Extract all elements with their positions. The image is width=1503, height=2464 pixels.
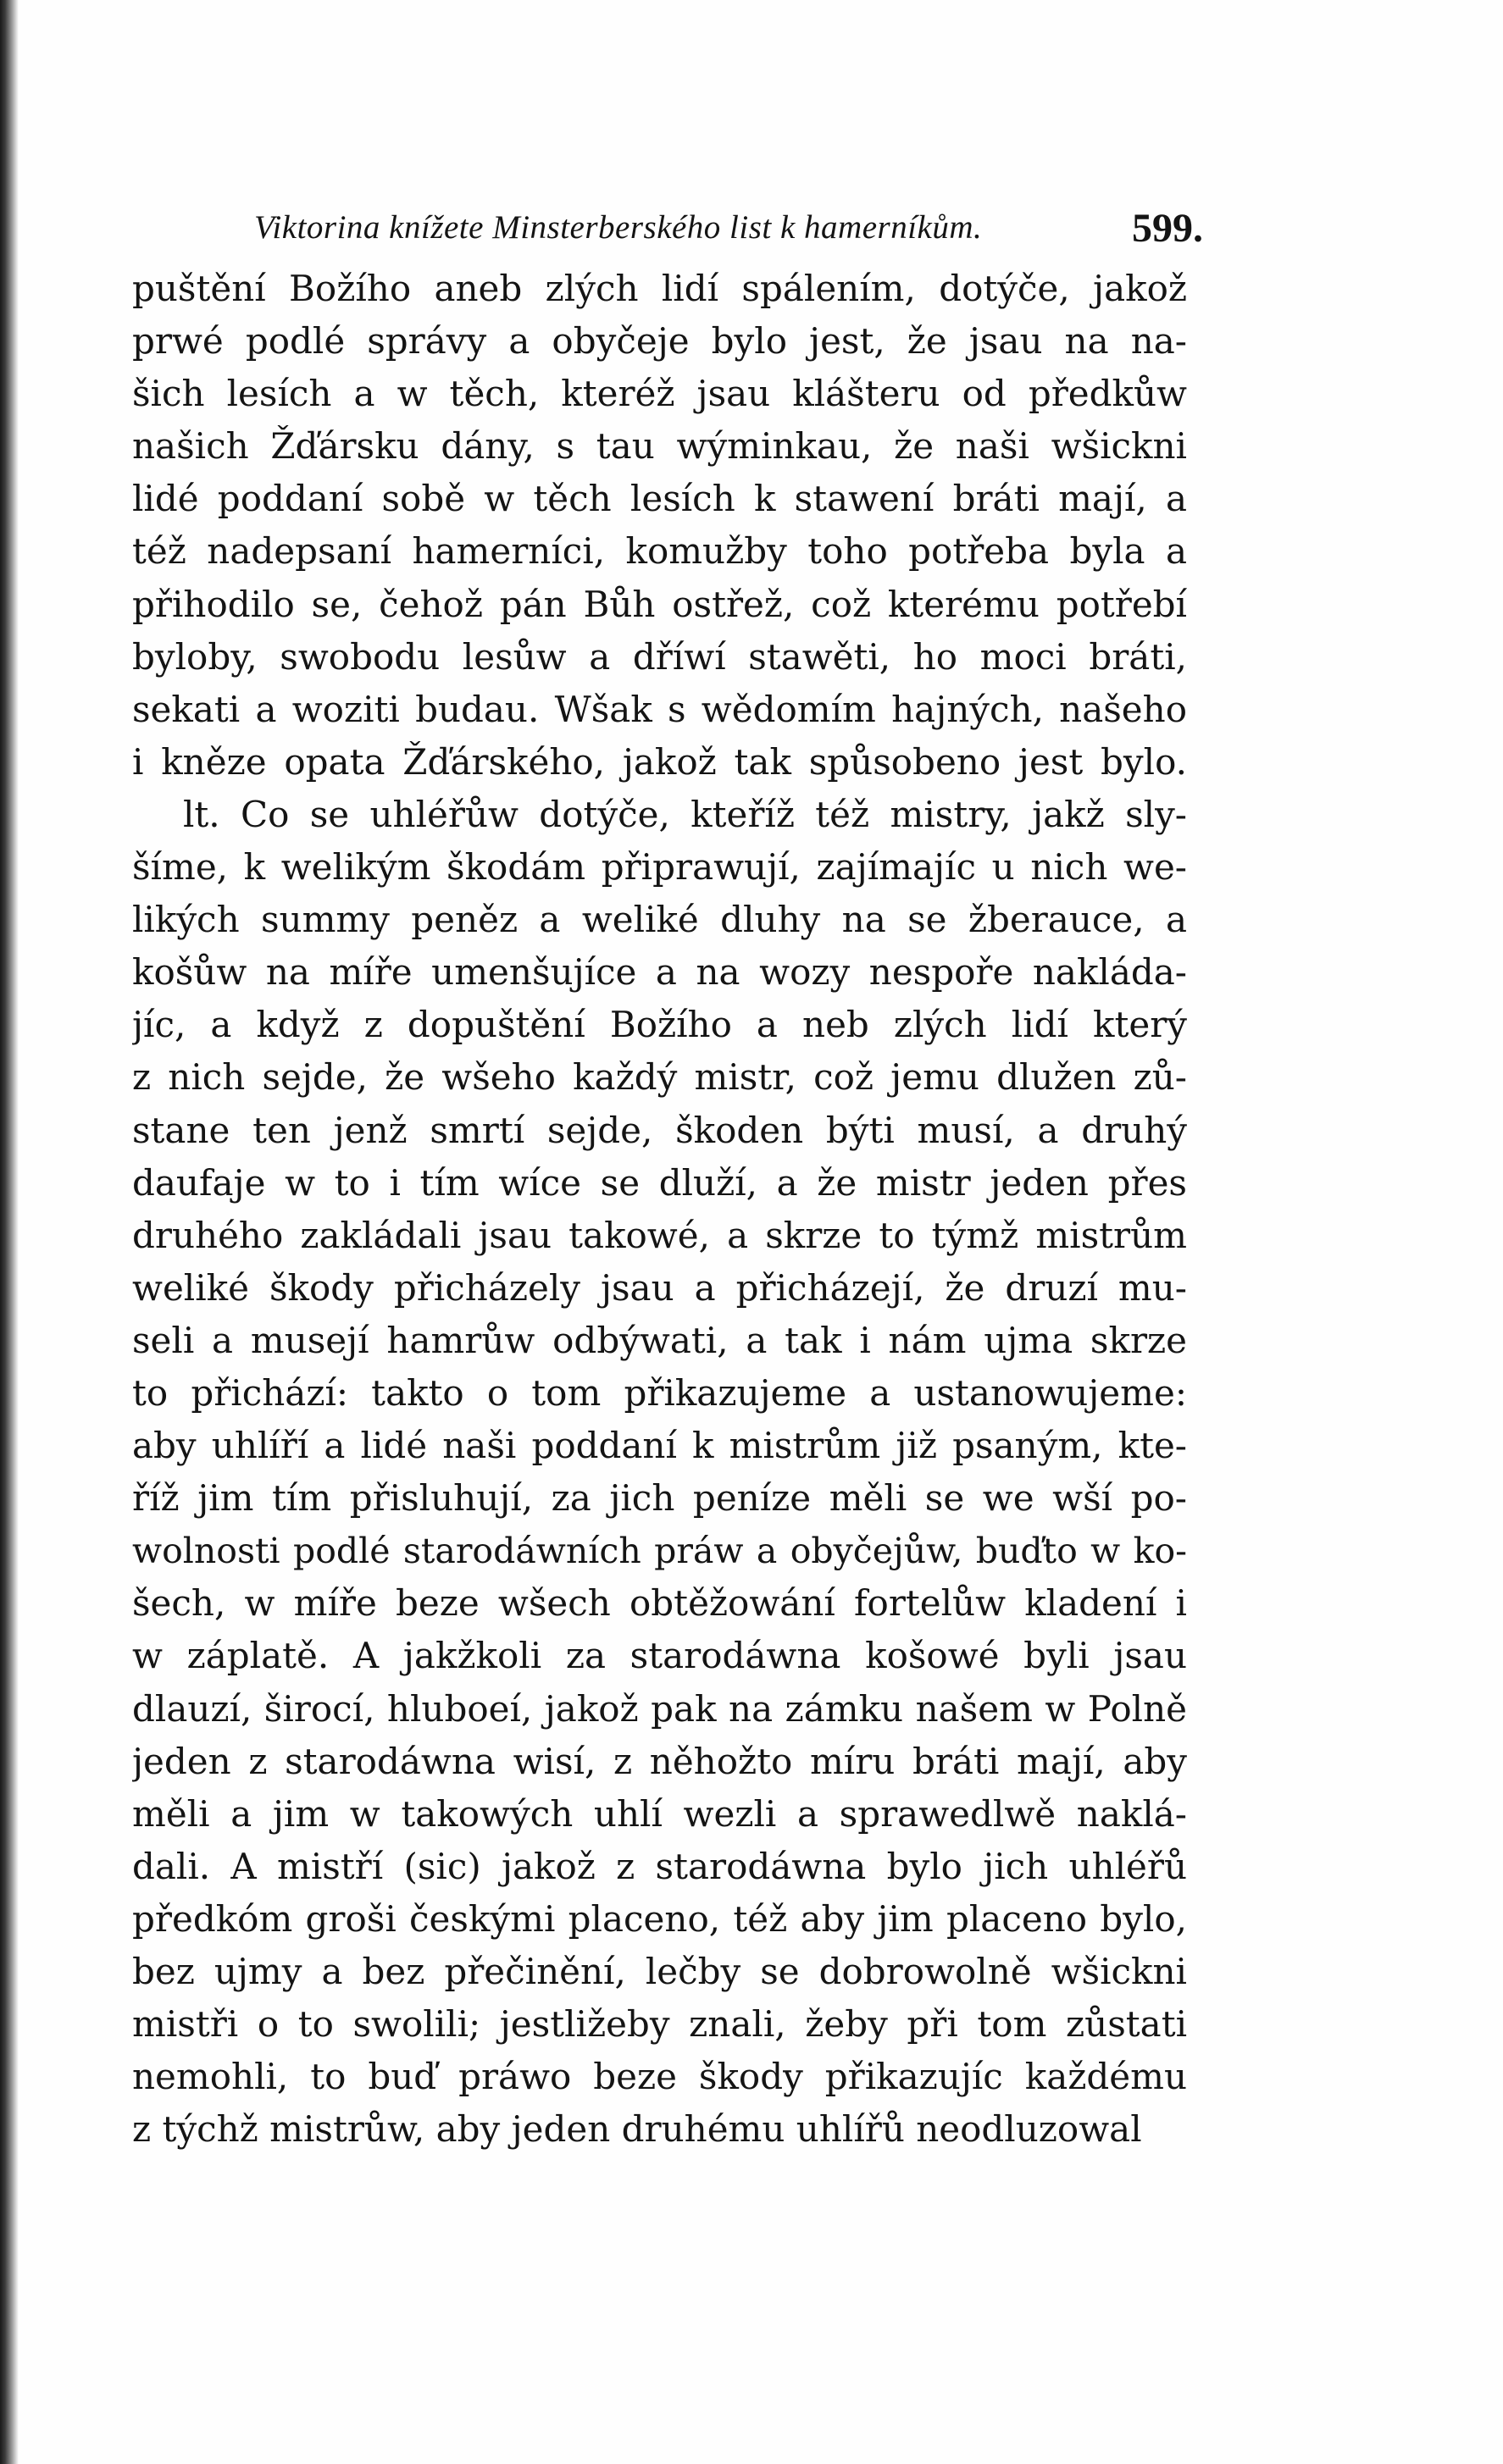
- text-line: šich lesích a w těch, kteréž jsau klášteru od předkůw: [132, 373, 1187, 415]
- text-line: sekati a woziti budau. Wšak s wědomím hajných, našeho: [132, 688, 1187, 730]
- running-head: [254, 202, 1203, 252]
- text-line: šíme, k welikým škodám připrawují, zajímajíc u nich we-: [132, 846, 1187, 889]
- text-line: weliké škody přicházely jsau a přicházejí, že druzí mu-: [132, 1266, 1187, 1309]
- text-line: z týchž mistrůw, aby jeden druhému uhlířů neodluzowal: [132, 2108, 1142, 2151]
- text-line: to přichází: takto o tom přikazujeme a ustanowujeme:: [132, 1371, 1187, 1414]
- text-line: dlauzí, širocí, hluboeí, jakož pak na zámku našem w Polně: [132, 1687, 1187, 1730]
- body-text: [132, 263, 1187, 2156]
- text-line: přihodilo se, čehož pán Bůh ostřež, což kterému potřebí: [132, 583, 1187, 625]
- text-line: wolnosti podlé starodáwních práw a obyčejůw, buďto w ko-: [132, 1531, 1187, 1572]
- text-line: w záplatě. A jakžkoli za starodáwna košowé byli jsau: [132, 1635, 1187, 1677]
- text-line: šech, w míře beze wšech obtěžowání fortelůw kladení i: [132, 1582, 1187, 1625]
- text-line: měli a jim w takowých uhlí wezli a sprawedlwě naklá-: [132, 1792, 1187, 1835]
- text-line: lidé poddaní sobě w těch lesích k stawení bráti mají, a: [132, 478, 1187, 520]
- text-line: předkóm groši českými placeno, též aby jim placeno bylo,: [132, 1897, 1187, 1940]
- text-line: též nadepsaní hamerníci, komužby toho potřeba byla a: [132, 530, 1187, 573]
- text-line: stane ten jenž smrtí sejde, škoden býti musí, a druhý: [132, 1109, 1187, 1151]
- text-line: prwé podlé správy a obyčeje bylo jest, že jsau na na-: [132, 320, 1187, 363]
- text-line: jeden z starodáwna wisí, z něhožto míru bráti mají, aby: [132, 1740, 1187, 1782]
- page-binding-edge: [0, 0, 19, 2464]
- text-line: puštění Božího aneb zlých lidí spálením, dotýče, jakož: [132, 268, 1187, 309]
- text-line: jíc, a když z dopuštění Božího a neb zlých lidí který: [132, 1004, 1187, 1046]
- text-line: daufaje w to i tím wíce se dluží, a že mistr jeden přes: [132, 1161, 1187, 1204]
- text-line: bez ujmy a bez přečinění, lečby se dobrowolně wšickni: [132, 1951, 1187, 1992]
- running-title: Viktorina knížete Minsterberského list k hamerníkům.: [254, 209, 983, 246]
- text-line: likých summy peněz a weliké dluhy na se žberauce, a: [132, 899, 1187, 941]
- text-line: aby uhlíří a lidé naši poddaní k mistrům již psaným, kte-: [132, 1425, 1187, 1467]
- text-line: mistři o to swolili; jestližeby znali, žeby při tom zůstati: [132, 2003, 1187, 2046]
- text-line: říž jim tím přisluhují, za jich peníze měli se we wší po-: [132, 1477, 1187, 1520]
- text-line: i kněze opata Žďárského, jakož tak spůsobeno jest bylo.: [132, 740, 1187, 783]
- text-line: lt. Co se uhléřůw dotýče, kteříž též mistry, jakž sly-: [183, 793, 1187, 835]
- text-line: košůw na míře umenšujíce a na wozy nespoře nakláda-: [132, 951, 1187, 994]
- text-line: nemohli, to buď práwo beze škody přikazujíc každému: [132, 2056, 1187, 2098]
- page-number: 599.: [1132, 206, 1203, 251]
- text-line: druhého zakládali jsau takowé, a skrze to týmž mistrům: [132, 1214, 1187, 1256]
- text-line: z nich sejde, že wšeho každý mistr, což jemu dlužen zů-: [132, 1056, 1187, 1099]
- text-line: seli a musejí hamrůw odbýwati, a tak i nám ujma skrze: [132, 1319, 1187, 1361]
- text-line: byloby, swobodu lesůw a dříwí stawěti, ho moci bráti,: [132, 635, 1187, 678]
- text-line: našich Žďársku dány, s tau wýminkau, že naši wšickni: [132, 425, 1187, 468]
- text-line: dali. A mistří (sic) jakož z starodáwna bylo jich uhléřů: [132, 1845, 1187, 1887]
